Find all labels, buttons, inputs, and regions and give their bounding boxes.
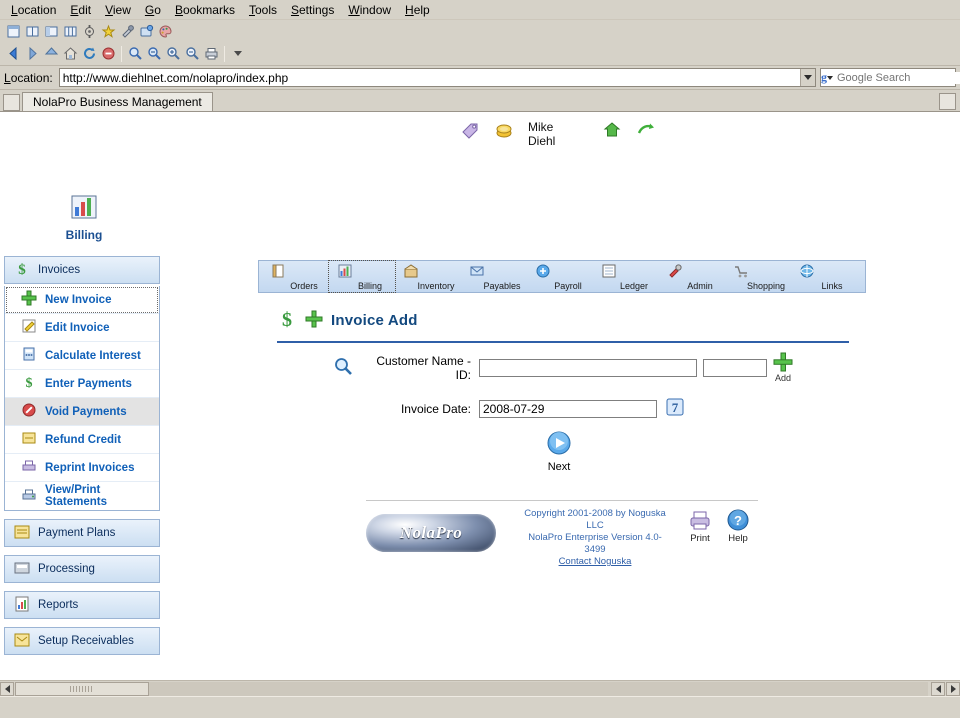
new-invoice-icon (21, 290, 37, 309)
enter-payments-icon (21, 374, 37, 393)
module-label: Ledger (619, 281, 649, 291)
svg-text:$: $ (18, 261, 26, 278)
view-print-statements-icon (21, 487, 37, 506)
print-icon[interactable] (202, 45, 220, 63)
svg-text:?: ? (734, 513, 742, 528)
scroll-next-button[interactable] (946, 682, 960, 696)
billing-icon (337, 263, 353, 282)
logout-arrow-icon[interactable] (636, 120, 656, 143)
toolbar-separator-2 (224, 46, 225, 62)
setup-receivables-icon (13, 631, 31, 652)
toolbar-separator (121, 46, 122, 62)
footer-help-button[interactable] (726, 508, 750, 544)
user-name (528, 120, 588, 148)
url-input[interactable] (60, 69, 800, 86)
module-label: Payables (483, 281, 521, 291)
dollar-group-icon (13, 260, 31, 281)
module-inventory[interactable] (395, 261, 461, 292)
module-nav-bar (258, 260, 866, 293)
page-title-text: Invoice Add (331, 312, 418, 329)
scroll-left-button[interactable] (0, 682, 14, 696)
play-circle-icon (546, 430, 572, 459)
ledger-icon (601, 263, 617, 282)
url-history-dropdown[interactable] (800, 69, 815, 86)
user-name-line2: Diehl (528, 134, 556, 148)
calculate-interest-icon (21, 346, 37, 365)
payroll-icon (535, 263, 551, 282)
payment-plans-icon (13, 523, 31, 544)
customer-label: Customer Name - ID: (376, 353, 471, 382)
menu-item-tools[interactable]: Tools (248, 2, 277, 17)
reload-icon[interactable] (80, 45, 98, 63)
find-next-icon[interactable] (145, 45, 163, 63)
bookmark-star-icon[interactable] (99, 22, 117, 40)
zoom-in-icon[interactable] (164, 45, 182, 63)
sidebar-item-void-payments[interactable] (5, 398, 159, 426)
menu-item-view[interactable]: View (105, 2, 131, 17)
sidebar-item-calculate-interest[interactable] (5, 342, 159, 370)
inventory-icon (403, 263, 419, 282)
session-icon[interactable] (137, 22, 155, 40)
module-label: Billing (357, 281, 382, 291)
sidebar-group-invoices[interactable] (4, 256, 160, 284)
edit-invoice-icon (21, 318, 37, 337)
shopping-icon (733, 263, 749, 282)
orders-icon (271, 263, 287, 282)
palette-icon[interactable] (156, 22, 174, 40)
next-label: Next (547, 461, 571, 473)
sidebar-group-label: Reports (38, 599, 79, 611)
page-title (277, 308, 849, 343)
sidebar-item-label: Edit Invoice (45, 321, 110, 334)
customer-name-input[interactable] (479, 359, 697, 377)
new-tab-button[interactable] (3, 94, 20, 111)
sidebar-item-enter-payments[interactable] (5, 370, 159, 398)
sidebar-item-reprint-invoices[interactable] (5, 454, 159, 482)
copyright-text: Copyright 2001-2008 by Noguska LLC (524, 508, 666, 531)
footer-copyright-block (520, 508, 670, 568)
tab-strip (0, 90, 960, 111)
find-icon[interactable] (126, 45, 144, 63)
user-toolbar (460, 120, 656, 148)
scroll-prev-button[interactable] (931, 682, 945, 696)
menu-item-go[interactable]: Go (144, 2, 161, 17)
coins-icon[interactable] (494, 120, 514, 143)
contact-link[interactable]: Contact Noguska (558, 556, 632, 567)
horizontal-scrollbar[interactable] (0, 680, 960, 696)
menu-item-location[interactable]: Location (11, 2, 57, 17)
next-button[interactable] (546, 430, 572, 473)
magnifier-icon[interactable] (333, 356, 353, 379)
void-payments-icon (21, 402, 37, 421)
footer-actions (688, 508, 750, 544)
svg-text:$: $ (25, 376, 33, 390)
invoice-add-form (277, 352, 857, 431)
module-ledger[interactable] (593, 261, 659, 292)
home-icon[interactable] (61, 45, 79, 63)
tools-icon[interactable] (118, 22, 136, 40)
logo-text: NolaPro (399, 523, 463, 542)
configure-icon[interactable] (80, 22, 98, 40)
billing-large-icon (70, 211, 98, 225)
module-links[interactable] (791, 261, 857, 292)
search-bar[interactable] (820, 68, 956, 87)
customer-id-input[interactable] (703, 359, 767, 377)
version-text: NolaPro Enterprise Version 4.0-3499 (528, 532, 662, 555)
print-label: Print (690, 533, 710, 544)
split-view-icon[interactable] (23, 22, 41, 40)
sidebar-item-new-invoice[interactable] (5, 286, 159, 314)
sidebar-item-label: Void Payments (45, 405, 127, 418)
plus-icon[interactable] (305, 310, 323, 331)
sidebar-item-label: Enter Payments (45, 377, 132, 390)
menu-item-settings[interactable]: Settings (290, 2, 335, 17)
admin-icon (667, 263, 683, 282)
close-tab-button[interactable] (939, 93, 956, 110)
tab-label: NolaPro Business Management (33, 95, 202, 109)
columns-icon[interactable] (61, 22, 79, 40)
sidebar-group-label: Processing (38, 563, 95, 575)
add-label: Add (774, 373, 791, 383)
tag-icon[interactable] (460, 120, 480, 143)
tab-nolapro[interactable] (22, 92, 213, 111)
google-g-icon: g (821, 70, 827, 84)
menu-item-bookmarks[interactable]: Bookmarks (174, 2, 235, 17)
module-payables[interactable] (461, 261, 527, 292)
sidebar-item-label: Calculate Interest (45, 349, 141, 362)
status-bar (0, 696, 960, 718)
sidebar-item-view-print-statements[interactable] (5, 482, 159, 510)
footer-divider (366, 500, 758, 501)
payables-icon (469, 263, 485, 282)
zoom-out-icon[interactable] (183, 45, 201, 63)
svg-text:$: $ (282, 309, 292, 330)
menu-item-edit[interactable]: Edit (70, 2, 92, 17)
sidebar-icon[interactable] (42, 22, 60, 40)
invoice-date-row (277, 397, 857, 420)
footer-print-button[interactable] (688, 508, 712, 544)
sidebar-item-refund-credit[interactable] (5, 426, 159, 454)
new-window-icon[interactable] (4, 22, 22, 40)
add-customer-button[interactable] (773, 352, 793, 383)
dollar-icon (277, 308, 297, 333)
menu-item-window[interactable]: Window (348, 2, 392, 17)
module-label: Shopping (746, 281, 786, 291)
menu-item-help[interactable]: Help (405, 2, 430, 17)
sidebar-menu (0, 256, 168, 655)
scroll-nav-buttons (931, 682, 960, 696)
search-input[interactable] (835, 72, 960, 84)
menu-bar (0, 0, 960, 20)
invoice-date-input[interactable] (479, 400, 657, 418)
back-icon[interactable] (4, 45, 22, 63)
sidebar-item-label: Reprint Invoices (45, 461, 135, 474)
page-content (0, 111, 960, 689)
scroll-thumb[interactable] (15, 682, 149, 696)
invoice-date-label: Invoice Date: (400, 401, 471, 416)
sidebar-group-setup-receivables[interactable] (4, 627, 160, 655)
customer-row (277, 352, 857, 383)
svg-text:7: 7 (671, 400, 679, 415)
reports-icon (13, 595, 31, 616)
module-label: Links (821, 281, 843, 291)
sidebar-subitems-invoices (4, 286, 160, 511)
sidebar-item-label: New Invoice (45, 293, 112, 306)
nolapro-logo (366, 514, 496, 552)
sidebar-group-reports[interactable] (4, 591, 160, 619)
sidebar-module-header (0, 112, 168, 242)
module-label: Orders (290, 281, 318, 291)
sidebar-group-label: Invoices (38, 264, 81, 276)
page-footer (366, 508, 766, 568)
module-label: Inventory (417, 281, 455, 291)
sidebar (0, 112, 168, 689)
module-billing[interactable] (329, 261, 395, 292)
user-name-line1: Mike (528, 120, 554, 134)
toolbar-primary (0, 20, 960, 42)
sidebar-group-processing[interactable] (4, 555, 160, 583)
module-admin[interactable] (659, 261, 725, 292)
url-field-wrapper[interactable] (59, 68, 816, 87)
sidebar-item-label: Refund Credit (45, 433, 122, 446)
forward-icon[interactable] (23, 45, 41, 63)
module-payroll[interactable] (527, 261, 593, 292)
sidebar-group-label: Payment Plans (38, 527, 116, 539)
location-label: Location: (4, 70, 53, 85)
overflow-icon[interactable] (229, 45, 247, 63)
home-green-icon[interactable] (602, 120, 622, 143)
stop-icon[interactable] (99, 45, 117, 63)
module-label: Admin (687, 281, 713, 291)
sidebar-group-payment-plans[interactable] (4, 519, 160, 547)
calendar-icon[interactable] (665, 397, 685, 420)
links-icon (799, 263, 815, 282)
sidebar-item-label: View/Print Statements (45, 484, 107, 508)
toolbar-navigation (0, 42, 960, 66)
up-icon[interactable] (42, 45, 60, 63)
location-bar (0, 66, 960, 90)
scroll-track[interactable] (15, 682, 928, 696)
module-label: Payroll (554, 281, 582, 291)
refund-credit-icon (21, 430, 37, 449)
module-shopping[interactable] (725, 261, 791, 292)
sidebar-group-label: Setup Receivables (38, 635, 134, 647)
sidebar-module-title: Billing (65, 228, 103, 242)
sidebar-item-edit-invoice[interactable] (5, 314, 159, 342)
module-orders[interactable] (263, 261, 329, 292)
help-label: Help (728, 533, 748, 544)
processing-icon (13, 559, 31, 580)
reprint-invoices-icon (21, 458, 37, 477)
